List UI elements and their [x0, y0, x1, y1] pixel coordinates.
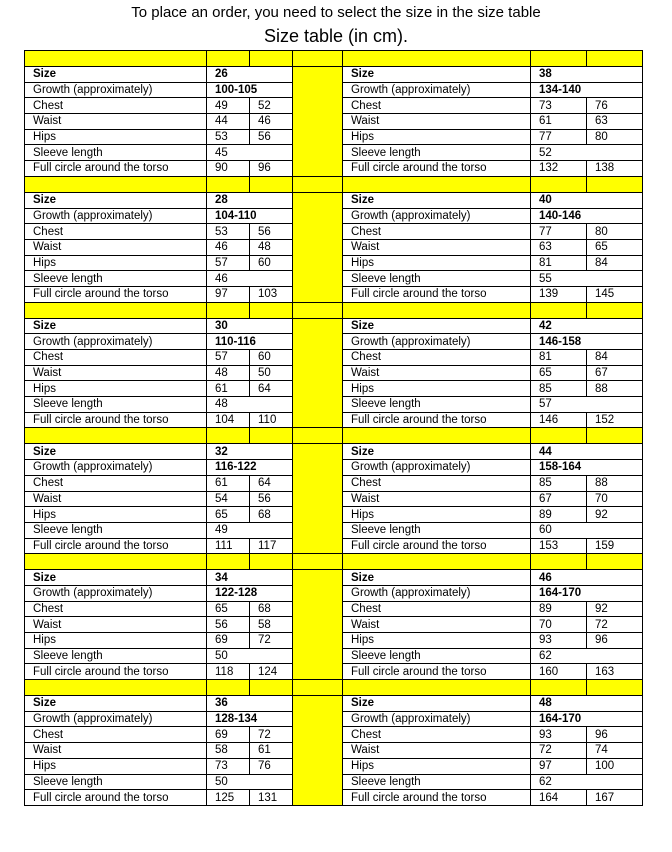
separator-cell	[25, 680, 207, 696]
row-label: Sleeve length	[25, 145, 207, 161]
value-cell: 34	[207, 570, 293, 586]
value-cell: 72	[250, 633, 293, 649]
row-label: Size	[25, 318, 207, 334]
value-cell: 111	[207, 538, 250, 554]
row-label: Waist	[343, 114, 531, 130]
value-cell: 72	[587, 617, 643, 633]
value-cell: 164-170	[531, 711, 643, 727]
row-label: Size	[25, 570, 207, 586]
row-label: Full circle around the torso	[25, 790, 207, 806]
value-cell: 67	[587, 365, 643, 381]
value-cell: 65	[531, 365, 587, 381]
separator-row	[25, 176, 643, 192]
value-cell: 122-128	[207, 585, 293, 601]
separator-row	[25, 51, 643, 67]
row-label: Sleeve length	[343, 774, 531, 790]
value-cell: 74	[587, 743, 643, 759]
value-cell: 70	[587, 491, 643, 507]
value-cell: 97	[531, 758, 587, 774]
separator-cell	[293, 51, 343, 67]
row-label: Size	[25, 696, 207, 712]
value-cell: 77	[531, 224, 587, 240]
row-label: Chest	[25, 727, 207, 743]
value-cell: 55	[531, 271, 643, 287]
yellow-divider	[293, 696, 343, 806]
row-label: Waist	[343, 617, 531, 633]
value-cell: 153	[531, 538, 587, 554]
separator-cell	[250, 176, 293, 192]
separator-cell	[587, 51, 643, 67]
separator-cell	[207, 428, 250, 444]
value-cell: 46	[250, 114, 293, 130]
row-label: Growth (approximately)	[25, 585, 207, 601]
separator-cell	[343, 680, 531, 696]
separator-cell	[587, 176, 643, 192]
value-cell: 50	[207, 648, 293, 664]
separator-cell	[293, 428, 343, 444]
value-cell: 65	[587, 239, 643, 255]
value-cell: 49	[207, 522, 293, 538]
row-label: Sleeve length	[343, 271, 531, 287]
separator-row	[25, 680, 643, 696]
value-cell: 57	[207, 350, 250, 366]
value-cell: 84	[587, 350, 643, 366]
separator-cell	[25, 428, 207, 444]
value-cell: 64	[250, 381, 293, 397]
row-label: Chest	[25, 98, 207, 114]
value-cell: 93	[531, 633, 587, 649]
value-cell: 61	[207, 381, 250, 397]
value-cell: 104-110	[207, 208, 293, 224]
separator-cell	[587, 428, 643, 444]
value-cell: 89	[531, 601, 587, 617]
separator-cell	[25, 302, 207, 318]
row-label: Sleeve length	[25, 648, 207, 664]
page-subtitle: To place an order, you need to select the size in the size table	[131, 4, 541, 21]
value-cell: 65	[207, 601, 250, 617]
value-cell: 110-116	[207, 334, 293, 350]
value-cell: 68	[250, 601, 293, 617]
separator-cell	[293, 554, 343, 570]
row-label: Waist	[25, 617, 207, 633]
value-cell: 63	[587, 114, 643, 130]
value-cell: 73	[207, 758, 250, 774]
size-row	[25, 192, 643, 208]
value-cell: 57	[207, 255, 250, 271]
yellow-divider	[293, 318, 343, 428]
row-label: Size	[25, 444, 207, 460]
row-label: Growth (approximately)	[343, 585, 531, 601]
value-cell: 53	[207, 224, 250, 240]
value-cell: 56	[250, 129, 293, 145]
row-label: Waist	[343, 365, 531, 381]
row-label: Waist	[25, 365, 207, 381]
value-cell: 85	[531, 475, 587, 491]
value-cell: 46	[207, 271, 293, 287]
value-cell: 42	[531, 318, 643, 334]
row-label: Full circle around the torso	[25, 286, 207, 302]
yellow-divider	[293, 570, 343, 680]
value-cell: 48	[531, 696, 643, 712]
row-label: Hips	[25, 758, 207, 774]
value-cell: 48	[250, 239, 293, 255]
separator-cell	[250, 680, 293, 696]
row-label: Waist	[343, 743, 531, 759]
value-cell: 58	[250, 617, 293, 633]
value-cell: 40	[531, 192, 643, 208]
value-cell: 88	[587, 381, 643, 397]
value-cell: 57	[531, 397, 643, 413]
row-label: Growth (approximately)	[343, 208, 531, 224]
value-cell: 158-164	[531, 460, 643, 476]
value-cell: 146	[531, 412, 587, 428]
value-cell: 72	[531, 743, 587, 759]
row-label: Sleeve length	[25, 271, 207, 287]
separator-cell	[531, 302, 587, 318]
separator-cell	[250, 428, 293, 444]
value-cell: 60	[250, 350, 293, 366]
value-cell: 97	[207, 286, 250, 302]
row-label: Waist	[25, 743, 207, 759]
row-label: Size	[343, 67, 531, 83]
row-label: Chest	[343, 475, 531, 491]
value-cell: 124	[250, 664, 293, 680]
separator-row	[25, 554, 643, 570]
row-label: Sleeve length	[343, 397, 531, 413]
size-row	[25, 444, 643, 460]
value-cell: 160	[531, 664, 587, 680]
value-cell: 68	[250, 507, 293, 523]
separator-cell	[587, 302, 643, 318]
value-cell: 50	[250, 365, 293, 381]
value-cell: 46	[531, 570, 643, 586]
separator-cell	[207, 554, 250, 570]
size-row	[25, 318, 643, 334]
row-label: Full circle around the torso	[25, 412, 207, 428]
value-cell: 70	[531, 617, 587, 633]
row-label: Chest	[343, 350, 531, 366]
value-cell: 53	[207, 129, 250, 145]
value-cell: 96	[250, 161, 293, 177]
value-cell: 54	[207, 491, 250, 507]
value-cell: 69	[207, 633, 250, 649]
value-cell: 56	[207, 617, 250, 633]
row-label: Chest	[25, 224, 207, 240]
value-cell: 104	[207, 412, 250, 428]
value-cell: 44	[531, 444, 643, 460]
value-cell: 93	[531, 727, 587, 743]
separator-cell	[343, 302, 531, 318]
value-cell: 96	[587, 727, 643, 743]
value-cell: 67	[531, 491, 587, 507]
separator-cell	[250, 554, 293, 570]
value-cell: 140-146	[531, 208, 643, 224]
value-cell: 61	[207, 475, 250, 491]
value-cell: 164	[531, 790, 587, 806]
value-cell: 49	[207, 98, 250, 114]
value-cell: 134-140	[531, 82, 643, 98]
value-cell: 64	[250, 475, 293, 491]
row-label: Size	[343, 570, 531, 586]
row-label: Hips	[343, 381, 531, 397]
value-cell: 92	[587, 601, 643, 617]
separator-cell	[587, 554, 643, 570]
value-cell: 116-122	[207, 460, 293, 476]
row-label: Chest	[25, 475, 207, 491]
value-cell: 81	[531, 255, 587, 271]
row-label: Size	[343, 192, 531, 208]
row-label: Full circle around the torso	[25, 664, 207, 680]
row-label: Growth (approximately)	[343, 82, 531, 98]
row-label: Growth (approximately)	[343, 334, 531, 350]
separator-cell	[207, 302, 250, 318]
size-row	[25, 570, 643, 586]
value-cell: 32	[207, 444, 293, 460]
separator-cell	[531, 176, 587, 192]
row-label: Full circle around the torso	[343, 161, 531, 177]
value-cell: 145	[587, 286, 643, 302]
row-label: Hips	[343, 758, 531, 774]
value-cell: 63	[531, 239, 587, 255]
separator-cell	[343, 176, 531, 192]
value-cell: 100	[587, 758, 643, 774]
yellow-divider	[293, 192, 343, 302]
value-cell: 38	[531, 67, 643, 83]
row-label: Full circle around the torso	[343, 538, 531, 554]
value-cell: 80	[587, 129, 643, 145]
separator-cell	[293, 302, 343, 318]
row-label: Hips	[25, 381, 207, 397]
row-label: Full circle around the torso	[343, 790, 531, 806]
value-cell: 167	[587, 790, 643, 806]
value-cell: 76	[250, 758, 293, 774]
value-cell: 80	[587, 224, 643, 240]
value-cell: 81	[531, 350, 587, 366]
row-label: Full circle around the torso	[343, 412, 531, 428]
row-label: Growth (approximately)	[25, 208, 207, 224]
value-cell: 65	[207, 507, 250, 523]
value-cell: 159	[587, 538, 643, 554]
value-cell: 28	[207, 192, 293, 208]
size-row	[25, 696, 643, 712]
row-label: Hips	[25, 129, 207, 145]
row-label: Size	[343, 696, 531, 712]
separator-row	[25, 428, 643, 444]
value-cell: 85	[531, 381, 587, 397]
value-cell: 77	[531, 129, 587, 145]
row-label: Hips	[25, 507, 207, 523]
value-cell: 56	[250, 224, 293, 240]
value-cell: 48	[207, 365, 250, 381]
separator-cell	[343, 554, 531, 570]
value-cell: 117	[250, 538, 293, 554]
value-cell: 50	[207, 774, 293, 790]
row-label: Growth (approximately)	[25, 334, 207, 350]
row-label: Chest	[343, 727, 531, 743]
value-cell: 100-105	[207, 82, 293, 98]
row-label: Hips	[25, 255, 207, 271]
separator-cell	[250, 51, 293, 67]
value-cell: 44	[207, 114, 250, 130]
value-cell: 90	[207, 161, 250, 177]
row-label: Full circle around the torso	[343, 664, 531, 680]
value-cell: 60	[250, 255, 293, 271]
row-label: Full circle around the torso	[343, 286, 531, 302]
separator-cell	[531, 428, 587, 444]
separator-cell	[25, 51, 207, 67]
row-label: Waist	[25, 491, 207, 507]
value-cell: 52	[531, 145, 643, 161]
row-label: Chest	[343, 98, 531, 114]
separator-cell	[293, 176, 343, 192]
row-label: Size	[25, 192, 207, 208]
page-title: Size table (in cm).	[263, 26, 409, 46]
value-cell: 96	[587, 633, 643, 649]
value-cell: 73	[531, 98, 587, 114]
value-cell: 88	[587, 475, 643, 491]
row-label: Waist	[343, 239, 531, 255]
value-cell: 62	[531, 774, 643, 790]
value-cell: 139	[531, 286, 587, 302]
value-cell: 30	[207, 318, 293, 334]
row-label: Waist	[25, 239, 207, 255]
row-label: Growth (approximately)	[25, 460, 207, 476]
value-cell: 52	[250, 98, 293, 114]
row-label: Chest	[25, 601, 207, 617]
value-cell: 163	[587, 664, 643, 680]
row-label: Full circle around the torso	[25, 538, 207, 554]
row-label: Growth (approximately)	[25, 711, 207, 727]
value-cell: 46	[207, 239, 250, 255]
row-label: Hips	[343, 507, 531, 523]
row-label: Full circle around the torso	[25, 161, 207, 177]
value-cell: 26	[207, 67, 293, 83]
row-label: Growth (approximately)	[343, 460, 531, 476]
row-label: Chest	[343, 224, 531, 240]
value-cell: 118	[207, 664, 250, 680]
row-label: Chest	[343, 601, 531, 617]
value-cell: 152	[587, 412, 643, 428]
row-label: Growth (approximately)	[343, 711, 531, 727]
row-label: Hips	[343, 129, 531, 145]
value-cell: 61	[531, 114, 587, 130]
row-label: Sleeve length	[343, 648, 531, 664]
separator-cell	[207, 176, 250, 192]
value-cell: 92	[587, 507, 643, 523]
separator-cell	[293, 680, 343, 696]
value-cell: 36	[207, 696, 293, 712]
size-table	[24, 50, 643, 806]
value-cell: 76	[587, 98, 643, 114]
row-label: Growth (approximately)	[25, 82, 207, 98]
separator-cell	[207, 680, 250, 696]
value-cell: 72	[250, 727, 293, 743]
value-cell: 164-170	[531, 585, 643, 601]
row-label: Hips	[343, 633, 531, 649]
separator-cell	[207, 51, 250, 67]
row-label: Size	[25, 67, 207, 83]
value-cell: 45	[207, 145, 293, 161]
separator-cell	[587, 680, 643, 696]
value-cell: 132	[531, 161, 587, 177]
row-label: Hips	[343, 255, 531, 271]
value-cell: 125	[207, 790, 250, 806]
value-cell: 146-158	[531, 334, 643, 350]
value-cell: 138	[587, 161, 643, 177]
separator-row	[25, 302, 643, 318]
value-cell: 103	[250, 286, 293, 302]
row-label: Sleeve length	[25, 397, 207, 413]
value-cell: 131	[250, 790, 293, 806]
separator-cell	[531, 680, 587, 696]
value-cell: 48	[207, 397, 293, 413]
size-row	[25, 67, 643, 83]
value-cell: 58	[207, 743, 250, 759]
value-cell: 62	[531, 648, 643, 664]
value-cell: 61	[250, 743, 293, 759]
value-cell: 84	[587, 255, 643, 271]
value-cell: 56	[250, 491, 293, 507]
separator-cell	[25, 176, 207, 192]
row-label: Hips	[25, 633, 207, 649]
row-label: Sleeve length	[25, 522, 207, 538]
yellow-divider	[293, 444, 343, 554]
row-label: Waist	[25, 114, 207, 130]
separator-cell	[343, 428, 531, 444]
row-label: Size	[343, 318, 531, 334]
separator-cell	[343, 51, 531, 67]
separator-cell	[531, 554, 587, 570]
row-label: Sleeve length	[25, 774, 207, 790]
value-cell: 110	[250, 412, 293, 428]
separator-cell	[250, 302, 293, 318]
separator-cell	[25, 554, 207, 570]
value-cell: 60	[531, 522, 643, 538]
value-cell: 128-134	[207, 711, 293, 727]
row-label: Waist	[343, 491, 531, 507]
row-label: Chest	[25, 350, 207, 366]
row-label: Size	[343, 444, 531, 460]
row-label: Sleeve length	[343, 522, 531, 538]
yellow-divider	[293, 67, 343, 177]
row-label: Sleeve length	[343, 145, 531, 161]
value-cell: 89	[531, 507, 587, 523]
separator-cell	[531, 51, 587, 67]
value-cell: 69	[207, 727, 250, 743]
